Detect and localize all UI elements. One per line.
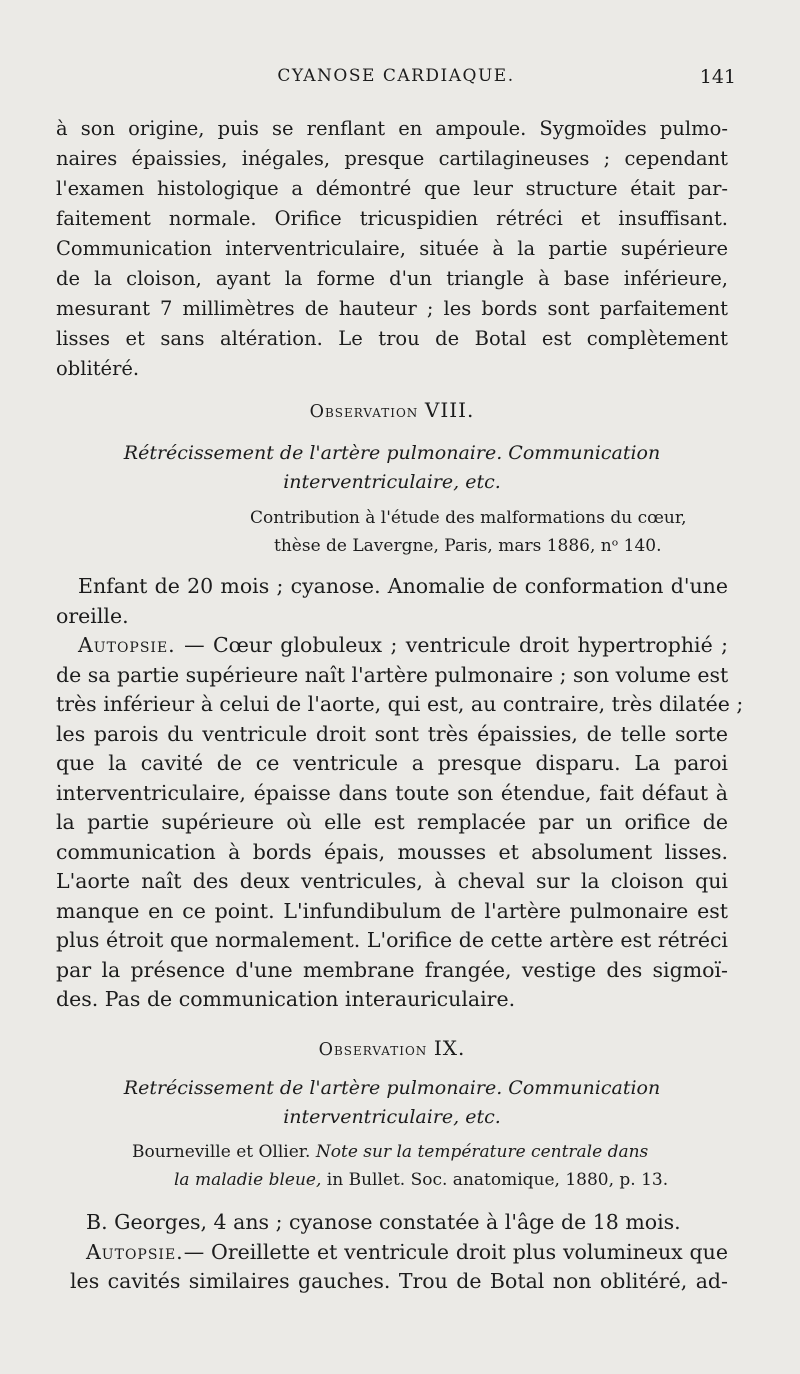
text-line: à son origine, puis se renflant en ampoule. Sygmoïdes pulmo-	[56, 117, 728, 140]
autopsie-label: Autopsie.	[78, 633, 176, 657]
subtitle-line: Rétrécissement de l'artère pulmonaire. Communication	[123, 442, 661, 464]
running-title: CYANOSE CARDIAQUE.	[277, 66, 515, 86]
autopsie-text: — Oreillette et ventricule droit plus volumineux que	[183, 1239, 728, 1264]
reference-title: Note sur la température centrale dans	[315, 1142, 649, 1162]
text-line: par la présence d'une membrane frangée, vestige des sigmoï-	[56, 957, 728, 982]
text-line: oblitéré.	[56, 357, 140, 380]
autopsie-text: — Cœur globuleux ; ventricule droit hypertrophié ;	[184, 633, 728, 657]
observation-label: Observation	[318, 1040, 428, 1060]
text-line: l'examen histologique a démontré que leur structure était par-	[56, 177, 728, 200]
observation-9-body	[56, 1208, 728, 1297]
text-line	[56, 1238, 728, 1268]
text-line: des. Pas de communication interauriculaire.	[56, 987, 516, 1011]
observation-8-body	[56, 572, 744, 1015]
text-line: mesurant 7 millimètres de hauteur ; les bords sont parfaitement	[56, 297, 728, 320]
text-line: lisses et sans altération. Le trou de Botal est complètement	[56, 327, 728, 350]
observation-9-subtitle	[56, 1074, 728, 1132]
reference-source: in Bullet. Soc. anatomique, 1880, p. 13.	[326, 1170, 669, 1190]
observation-9-heading	[56, 1036, 728, 1060]
page-header	[56, 66, 736, 96]
text-line: que la cavité de ce ventricule a presque disparu. La paroi	[56, 751, 728, 775]
text-line: manque en ce point. L'infundibulum de l'artère pulmonaire est	[56, 898, 728, 923]
text-line: les cavités similaires gauches. Trou de Botal non oblitéré, ad-	[70, 1269, 728, 1293]
reference-line: Contribution à l'étude des malformations du cœur,	[250, 508, 687, 528]
subtitle-line: interventriculaire, etc.	[283, 1106, 501, 1128]
text-line: Communication interventriculaire, située à la partie supérieure	[56, 237, 728, 260]
text-line: la partie supérieure où elle est remplacée par un orifice de	[56, 810, 728, 834]
reference-line	[110, 1166, 730, 1194]
subtitle-line: Retrécissement de l'artère pulmonaire. Communication	[123, 1077, 661, 1099]
text-line: très inférieur à celui de l'aorte, qui est, au contraire, très dilatée ;	[56, 692, 744, 716]
page-number: 141	[699, 66, 736, 88]
reference-author: Bourneville et Ollier.	[132, 1142, 311, 1162]
reference-line: thèse de Lavergne, Paris, mars 1886, nᵒ 140.	[274, 536, 662, 556]
observation-8-subtitle	[56, 439, 728, 497]
text-line: interventriculaire, épaisse dans toute son étendue, fait défaut à	[56, 780, 728, 805]
observation-number: VIII.	[424, 398, 475, 422]
intro-paragraph	[56, 114, 728, 384]
observation-number: IX.	[433, 1036, 466, 1060]
text-line: L'aorte naît des deux ventricules, à cheval sur la cloison qui	[56, 869, 728, 893]
text-line: de la cloison, ayant la forme d'un triangle à base inférieure,	[56, 267, 728, 290]
text-line: communication à bords épais, mousses et absolument lisses.	[56, 839, 728, 864]
subtitle-line: interventriculaire, etc.	[283, 471, 501, 493]
text-line: Enfant de 20 mois ; cyanose. Anomalie de conformation d'une	[78, 574, 728, 598]
text-line	[56, 631, 728, 661]
reference-title: la maladie bleue,	[174, 1170, 322, 1190]
text-line: plus étroit que normalement. L'orifice de cette artère est rétréci	[56, 928, 728, 952]
text-line: B. Georges, 4 ans ; cyanose constatée à l'âge de 18 mois.	[86, 1210, 681, 1234]
observation-9-reference	[110, 1138, 730, 1194]
observation-8-heading	[56, 398, 728, 422]
text-line: faitement normale. Orifice tricuspidien rétréci et insuffisant.	[56, 207, 728, 230]
observation-8-reference	[250, 504, 730, 560]
observation-label: Observation	[309, 402, 419, 422]
reference-line	[110, 1138, 730, 1166]
text-line: les parois du ventricule droit sont très épaissies, de telle sorte	[56, 721, 728, 746]
text-line: naires épaissies, inégales, presque cartilagineuses ; cependant	[56, 147, 728, 170]
autopsie-label: Autopsie.	[86, 1239, 184, 1264]
text-line: oreille.	[56, 603, 129, 628]
text-line: de sa partie supérieure naît l'artère pulmonaire ; son volume est	[56, 662, 729, 687]
